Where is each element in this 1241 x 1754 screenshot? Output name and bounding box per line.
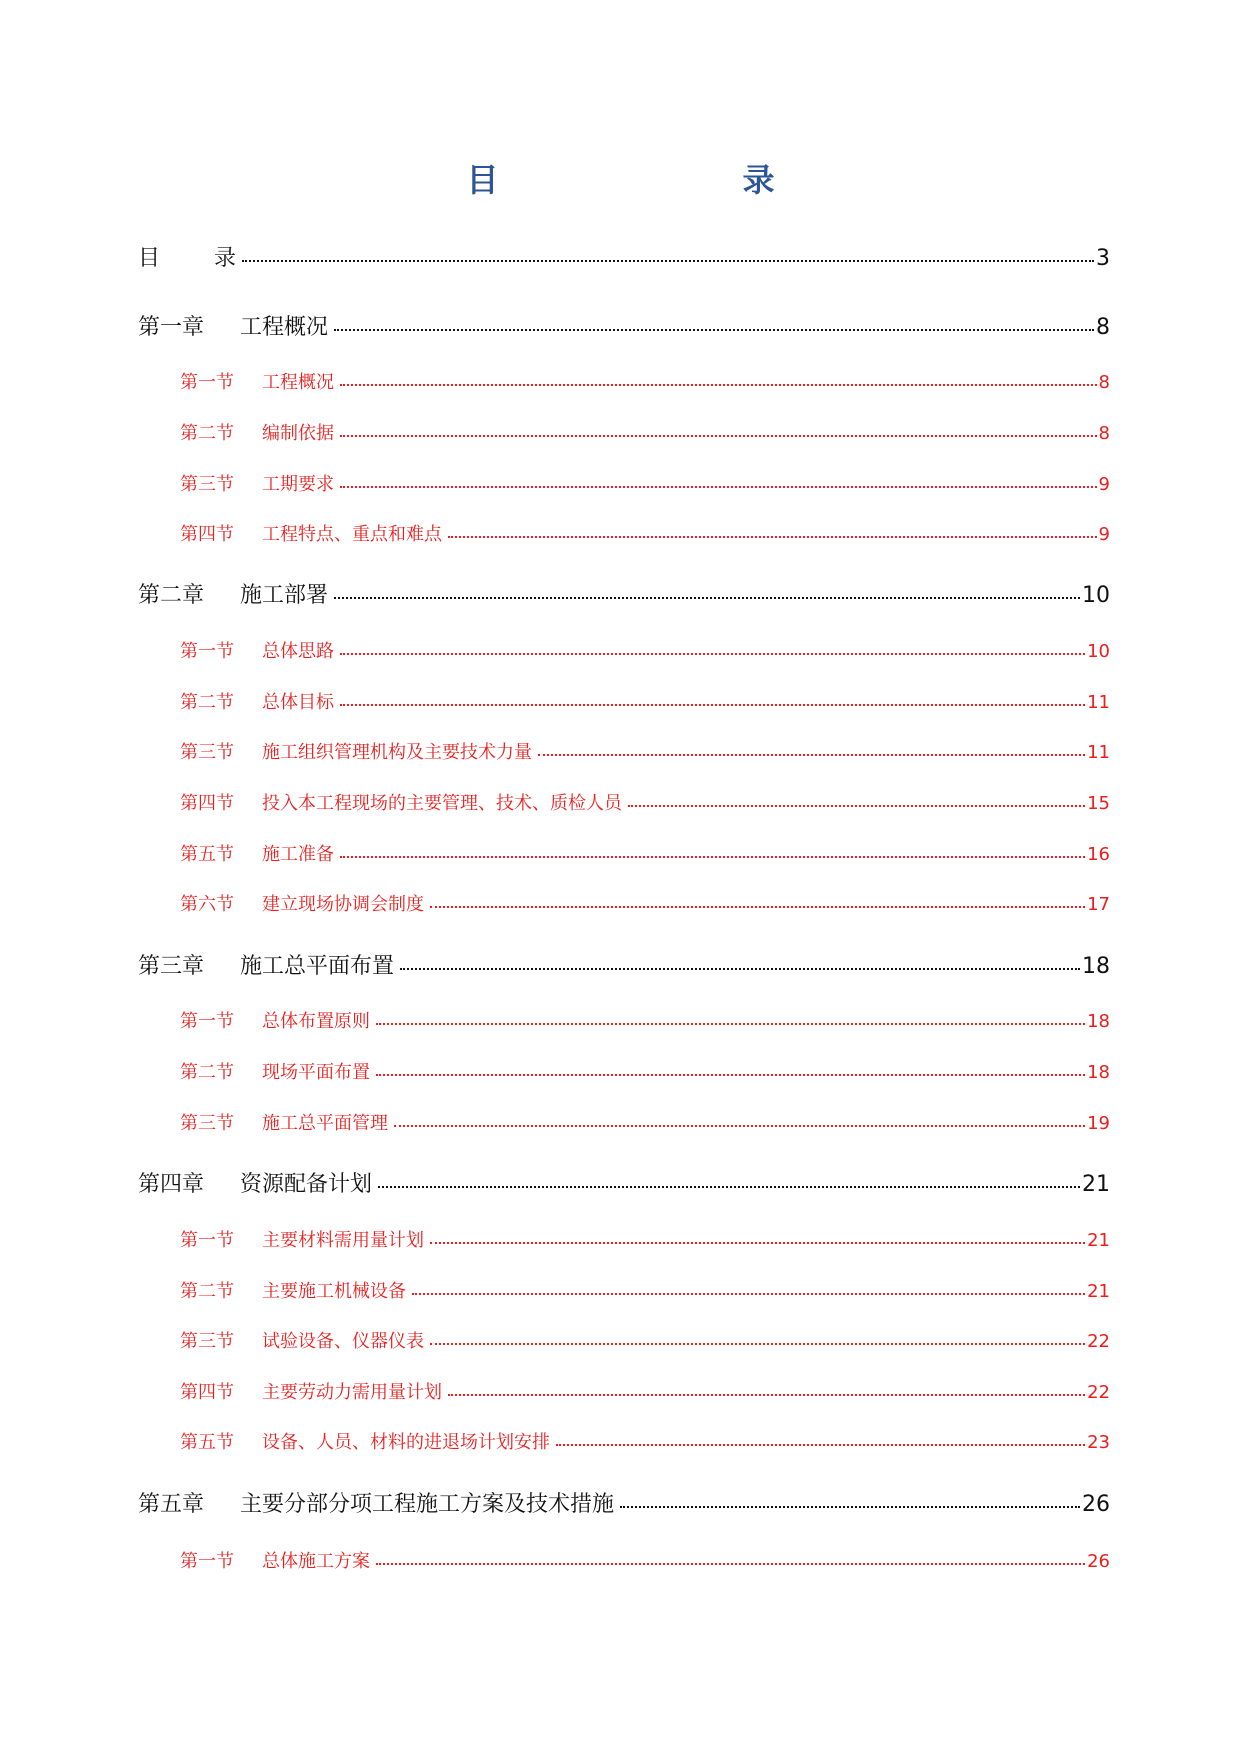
toc-section[interactable] xyxy=(180,842,1110,867)
toc-section[interactable] xyxy=(180,1329,1110,1354)
toc-chapter-3[interactable] xyxy=(138,951,1110,981)
entry-number: 第一节 xyxy=(180,1551,234,1572)
dot-leader xyxy=(340,472,1097,490)
entry-title: 工程特点、重点和难点 xyxy=(262,524,442,545)
entry-page: 11 xyxy=(1087,742,1110,763)
entry-number: 第二节 xyxy=(180,1062,234,1083)
entry-number: 第三节 xyxy=(180,1113,234,1134)
entry-title: 录 xyxy=(214,246,237,271)
dot-leader xyxy=(242,243,1094,265)
entry-number: 第三节 xyxy=(180,1331,234,1352)
entry-number: 第一节 xyxy=(180,372,234,393)
toc-section[interactable] xyxy=(180,1430,1110,1455)
entry-page: 11 xyxy=(1087,692,1110,713)
dot-leader xyxy=(620,1489,1080,1511)
entry-title: 设备、人员、材料的进退场计划安排 xyxy=(262,1432,550,1453)
entry-number: 第一章 xyxy=(138,315,205,340)
entry-title: 现场平面布置 xyxy=(262,1062,370,1083)
dot-leader xyxy=(376,1549,1085,1567)
toc-chapter-5[interactable] xyxy=(138,1489,1110,1519)
entry-page: 19 xyxy=(1087,1113,1110,1134)
entry-title: 总体施工方案 xyxy=(262,1551,370,1572)
dot-leader xyxy=(628,791,1085,809)
entry-number: 第五章 xyxy=(138,1492,205,1517)
entry-title: 主要材料需用量计划 xyxy=(262,1230,424,1251)
entry-number: 第五节 xyxy=(180,844,234,865)
entry-page: 21 xyxy=(1087,1230,1110,1251)
entry-number: 第三节 xyxy=(180,742,234,763)
entry-title: 施工部署 xyxy=(240,583,329,608)
toc-section[interactable] xyxy=(180,1228,1110,1253)
entry-number: 第五节 xyxy=(180,1432,234,1453)
entry-title: 总体目标 xyxy=(262,692,334,713)
entry-page: 9 xyxy=(1098,524,1110,545)
entry-page: 21 xyxy=(1082,1172,1110,1197)
entry-page: 22 xyxy=(1087,1382,1110,1403)
entry-page: 21 xyxy=(1087,1281,1110,1302)
entry-title: 主要施工机械设备 xyxy=(262,1281,406,1302)
dot-leader xyxy=(376,1009,1085,1027)
dot-leader xyxy=(340,690,1085,708)
entry-page: 8 xyxy=(1098,372,1110,393)
entry-number: 第三章 xyxy=(138,954,205,979)
entry-number: 第一节 xyxy=(180,641,234,662)
entry-page: 18 xyxy=(1082,954,1110,979)
entry-page: 8 xyxy=(1098,423,1110,444)
dot-leader xyxy=(538,740,1085,758)
entry-title: 试验设备、仪器仪表 xyxy=(262,1331,424,1352)
entry-page: 26 xyxy=(1087,1551,1110,1572)
entry-page: 23 xyxy=(1087,1432,1110,1453)
toc-chapter-1[interactable] xyxy=(138,312,1110,342)
dot-leader xyxy=(394,1111,1085,1129)
toc-section[interactable] xyxy=(180,1549,1110,1574)
dot-leader xyxy=(376,1060,1085,1078)
entry-page: 26 xyxy=(1082,1492,1110,1517)
entry-title: 工期要求 xyxy=(262,474,334,495)
entry-title: 工程概况 xyxy=(240,315,329,340)
entry-number: 第一节 xyxy=(180,1011,234,1032)
entry-page: 9 xyxy=(1098,474,1110,495)
dot-leader xyxy=(340,639,1085,657)
entry-title: 工程概况 xyxy=(262,372,334,393)
dot-leader xyxy=(412,1279,1085,1297)
dot-leader xyxy=(378,1169,1080,1191)
toc-section[interactable] xyxy=(180,791,1110,816)
toc-section[interactable] xyxy=(180,472,1110,497)
toc-section[interactable] xyxy=(180,1060,1110,1085)
toc-chapter-2[interactable] xyxy=(138,580,1110,610)
entry-page: 3 xyxy=(1096,246,1110,271)
toc-entry-contents[interactable] xyxy=(138,243,1110,273)
dot-leader xyxy=(340,370,1097,388)
dot-leader xyxy=(448,1380,1085,1398)
entry-page: 17 xyxy=(1087,894,1110,915)
entry-number: 第二节 xyxy=(180,692,234,713)
entry-page: 18 xyxy=(1087,1062,1110,1083)
entry-number: 第四节 xyxy=(180,524,234,545)
dot-leader xyxy=(334,312,1094,334)
entry-title: 施工总平面管理 xyxy=(262,1113,388,1134)
entry-page: 18 xyxy=(1087,1011,1110,1032)
entry-title: 施工总平面布置 xyxy=(240,954,395,979)
entry-page: 8 xyxy=(1096,315,1110,340)
dot-leader xyxy=(430,1228,1085,1246)
entry-number: 第二节 xyxy=(180,1281,234,1302)
dot-leader xyxy=(340,421,1097,439)
entry-page: 22 xyxy=(1087,1331,1110,1352)
entry-number: 第四章 xyxy=(138,1172,205,1197)
entry-title: 投入本工程现场的主要管理、技术、质检人员 xyxy=(262,793,622,814)
toc-section[interactable] xyxy=(180,892,1110,917)
entry-number: 第三节 xyxy=(180,474,234,495)
toc-section[interactable] xyxy=(180,1111,1110,1136)
entry-title: 主要分部分项工程施工方案及技术措施 xyxy=(240,1492,615,1517)
entry-number: 第六节 xyxy=(180,894,234,915)
entry-number: 第四节 xyxy=(180,1382,234,1403)
dot-leader xyxy=(340,842,1085,860)
entry-page: 15 xyxy=(1087,793,1110,814)
entry-title: 施工组织管理机构及主要技术力量 xyxy=(262,742,532,763)
dot-leader xyxy=(448,522,1097,540)
toc-chapter-4[interactable] xyxy=(138,1169,1110,1199)
toc-section[interactable] xyxy=(180,690,1110,715)
entry-number: 第四节 xyxy=(180,793,234,814)
entry-number: 第二节 xyxy=(180,423,234,444)
entry-title: 总体布置原则 xyxy=(262,1011,370,1032)
toc-section[interactable] xyxy=(180,522,1110,547)
dot-leader xyxy=(400,951,1080,973)
toc-section[interactable] xyxy=(180,370,1110,395)
dot-leader xyxy=(556,1430,1085,1448)
toc-section[interactable] xyxy=(180,1009,1110,1034)
entry-title: 主要劳动力需用量计划 xyxy=(262,1382,442,1403)
entry-title: 施工准备 xyxy=(262,844,334,865)
entry-number: 第二章 xyxy=(138,583,205,608)
entry-number: 第一节 xyxy=(180,1230,234,1251)
entry-page: 10 xyxy=(1087,641,1110,662)
entry-page: 10 xyxy=(1082,583,1110,608)
toc-section[interactable] xyxy=(180,1279,1110,1304)
page-title: 目 录 xyxy=(466,161,835,199)
entry-title: 资源配备计划 xyxy=(240,1172,373,1197)
entry-title: 建立现场协调会制度 xyxy=(262,894,424,915)
entry-page: 16 xyxy=(1087,844,1110,865)
entry-number: 目 xyxy=(138,246,161,271)
dot-leader xyxy=(430,1329,1085,1347)
toc-section[interactable] xyxy=(180,1380,1110,1405)
entry-title: 编制依据 xyxy=(262,423,334,444)
toc-section[interactable] xyxy=(180,639,1110,664)
entry-title: 总体思路 xyxy=(262,641,334,662)
dot-leader xyxy=(430,892,1085,910)
toc-section[interactable] xyxy=(180,421,1110,446)
dot-leader xyxy=(334,580,1080,602)
toc-section[interactable] xyxy=(180,740,1110,765)
